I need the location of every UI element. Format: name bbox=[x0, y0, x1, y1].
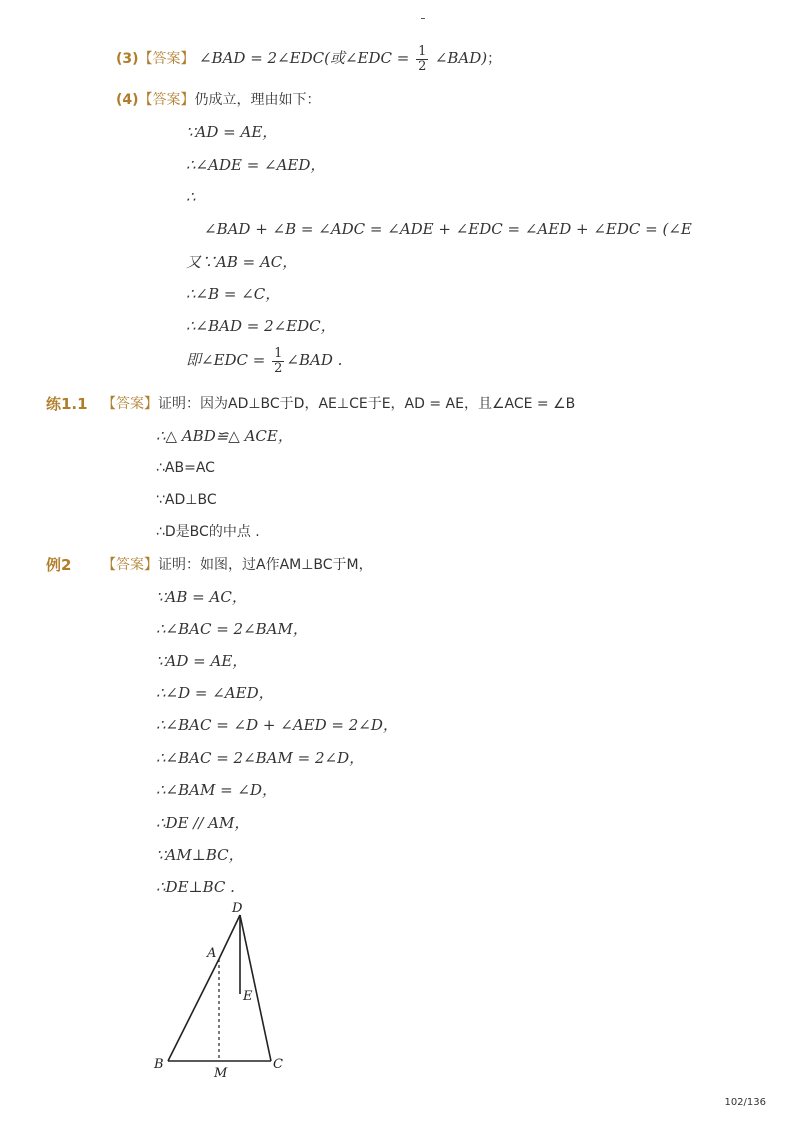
segment-ab bbox=[168, 959, 219, 1061]
label-b: B bbox=[154, 1057, 164, 1072]
proof-line: ∴∠BAM = ∠D， bbox=[156, 781, 278, 799]
answer-4-line bbox=[116, 90, 321, 110]
answer-3-expr-a: ∠BAD = 2∠EDC(或∠EDC = bbox=[199, 49, 415, 67]
proof-line: ∴∠BAC = ∠D + ∠AED = 2∠D， bbox=[156, 716, 398, 734]
proof-line: ∵AD = AE， bbox=[186, 123, 278, 141]
proof-line: ∴∠B = ∠C， bbox=[186, 285, 281, 303]
proof-line: ∴∠D = ∠AED， bbox=[156, 684, 274, 702]
proof-line: 又∵AB = AC， bbox=[186, 253, 298, 271]
geometry-figure bbox=[140, 895, 300, 1085]
proof-line: ∴∠BAD = 2∠EDC， bbox=[186, 317, 336, 335]
proof-line: ∴D是BC的中点 . bbox=[156, 524, 260, 540]
proof-line: ∴∠ADE = ∠AED， bbox=[186, 156, 326, 174]
header-mark bbox=[421, 18, 425, 19]
proof-line: ∴DE // AM， bbox=[156, 814, 250, 832]
example-2-first: 【答案】证明：如图，过A作AM⊥BC于M， bbox=[102, 557, 373, 573]
answer-3-label: (3) bbox=[116, 51, 139, 67]
answer-tag: 【答案】 bbox=[138, 51, 195, 67]
segment-ad bbox=[219, 915, 240, 959]
proof-line: ∵AD⊥BC bbox=[156, 492, 217, 508]
proof-line: ∵AD = AE， bbox=[156, 652, 248, 670]
proof-line-long: ∠BAD + ∠B = ∠ADC = ∠ADE + ∠EDC = ∠AED + ∠EDC = (∠E bbox=[204, 220, 692, 238]
proof-line: ∴DE⊥BC . bbox=[156, 878, 235, 896]
label-m: M bbox=[214, 1066, 228, 1081]
proof-line: ∴ bbox=[186, 188, 196, 206]
answer-3-line: (3)【答案】 ∠BAD = 2∠EDC(或∠EDC = $\frac{1}{2}$ ∠BAD)； bbox=[116, 43, 502, 74]
label-a: A bbox=[207, 946, 217, 961]
exercise-1-1-label: 练1.1 bbox=[46, 395, 88, 413]
example-2-line bbox=[46, 555, 71, 576]
proof-line: ∴△ ABD≌△ ACE， bbox=[156, 427, 293, 445]
answer-tag: 【答案】 bbox=[102, 557, 158, 573]
example-2-label: 例2 bbox=[46, 556, 72, 574]
exercise-1-1-line bbox=[46, 394, 88, 415]
proof-line: ∴AB=AC bbox=[156, 460, 215, 476]
answer-4-intro: 仍成立，理由如下： bbox=[194, 92, 321, 108]
segment-dc bbox=[240, 915, 271, 1061]
fraction: $\frac{1}{2}$ bbox=[274, 345, 283, 376]
page-number: 102/136 bbox=[724, 1097, 766, 1108]
answer-tag: 【答案】 bbox=[138, 92, 195, 108]
answer-tag: 【答案】 bbox=[102, 396, 158, 412]
answer-3-expr-b: ∠BAD) bbox=[434, 49, 488, 67]
answer-4-label: (4) bbox=[116, 92, 139, 108]
proof-line: ∴∠BAC = 2∠BAM = 2∠D， bbox=[156, 749, 365, 767]
proof-line: ∴∠BAC = 2∠BAM， bbox=[156, 620, 308, 638]
label-d: D bbox=[232, 901, 243, 916]
proof-line: ∵AB = AC， bbox=[156, 588, 247, 606]
label-c: C bbox=[273, 1057, 283, 1072]
exercise-1-1-first: 【答案】证明：因为AD⊥BC于D，AE⊥CE于E，AD = AE，且∠ACE = ∠B bbox=[102, 396, 576, 412]
proof-line: ∵AM⊥BC， bbox=[156, 846, 244, 864]
fraction: $\frac{1}{2}$ bbox=[418, 43, 427, 74]
proof-line-final: 即∠EDC = $\frac{1}{2}$ ∠BAD . bbox=[186, 345, 343, 376]
label-e: E bbox=[243, 989, 253, 1004]
